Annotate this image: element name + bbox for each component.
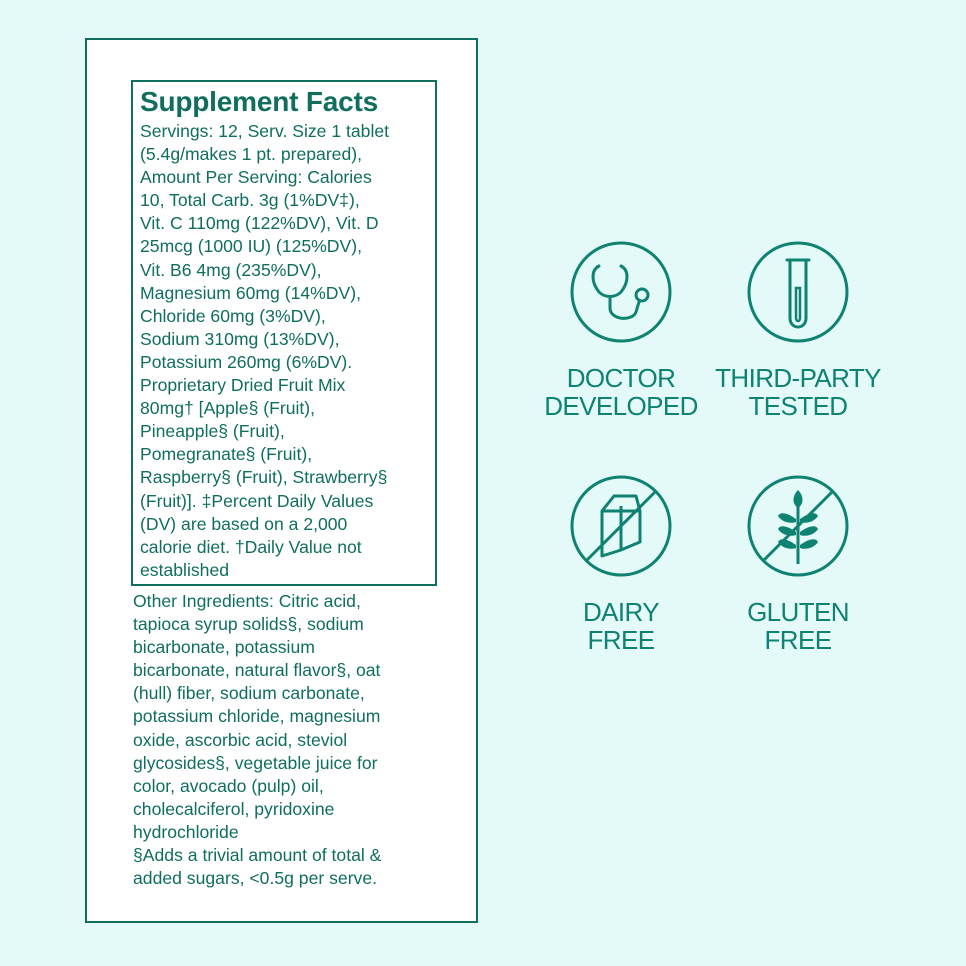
badge-line-1: DOCTOR: [566, 363, 676, 393]
ingredients-line: Other Ingredients: Citric acid,: [133, 591, 361, 611]
supplement-label-panel: [85, 38, 478, 923]
badge-line-1: GLUTEN: [747, 597, 849, 627]
facts-line: (DV) are based on a 2,000: [140, 513, 348, 534]
facts-line: calorie diet. †Daily Value not: [140, 536, 362, 557]
ingredients-line: potassium chloride, magnesium: [133, 706, 381, 727]
facts-line: Proprietary Dried Fruit Mix: [140, 375, 346, 396]
ingredients-line: cholecalciferol, pyridoxine: [133, 798, 335, 819]
no-wheat-icon: [746, 474, 850, 578]
doctor-developed-badge: [531, 240, 711, 420]
badge-line-2: FREE: [764, 625, 832, 655]
stethoscope-icon: [569, 240, 673, 344]
facts-line: Vit. B6 4mg (235%DV),: [140, 259, 322, 280]
facts-line: established: [140, 559, 230, 580]
ingredients-line: oxide, ascorbic acid, steviol: [133, 729, 348, 750]
badge-line-2: DEVELOPED: [544, 391, 698, 421]
supplement-facts-box: [131, 80, 437, 586]
badge-line-2: TESTED: [748, 391, 848, 421]
ingredients-line: §Adds a trivial amount of total &: [133, 845, 382, 866]
facts-line: 10, Total Carb. 3g (1%DV‡),: [140, 190, 360, 211]
facts-line: Pineapple§ (Fruit),: [140, 421, 285, 442]
badge-line-1: DAIRY: [583, 597, 659, 627]
ingredients-line: (hull) fiber, sodium carbonate,: [133, 683, 365, 704]
badge-line-2: FREE: [587, 625, 655, 655]
gluten-free-label: [708, 598, 888, 654]
facts-line: Magnesium 60mg (14%DV),: [140, 282, 361, 303]
gluten-free-badge: [708, 474, 888, 654]
facts-line: Servings: 12, Serv. Size 1 tablet: [140, 121, 390, 141]
facts-line: (Fruit)]. ‡Percent Daily Values: [140, 490, 374, 511]
ingredients-line: color, avocado (pulp) oil,: [133, 775, 324, 796]
ingredients-line: bicarbonate, potassium: [133, 637, 315, 658]
facts-line: Raspberry§ (Fruit), Strawberry§: [140, 467, 388, 488]
facts-line: Sodium 310mg (13%DV),: [140, 328, 340, 349]
facts-line: Amount Per Serving: Calories: [140, 167, 372, 188]
facts-line: 80mg† [Apple§ (Fruit),: [140, 398, 316, 419]
doctor-developed-label: [531, 364, 711, 420]
test-tube-icon: [746, 240, 850, 344]
facts-line: Potassium 260mg (6%DV).: [140, 351, 353, 372]
dairy-free-label: [531, 598, 711, 654]
ingredients-line: glycosides§, vegetable juice for: [133, 752, 378, 773]
ingredients-line: hydrochloride: [133, 821, 239, 842]
other-ingredients: [133, 590, 463, 890]
third-party-tested-label: [708, 364, 888, 420]
facts-line: (5.4g/makes 1 pt. prepared),: [140, 144, 362, 165]
ingredients-line: tapioca syrup solids§, sodium: [133, 614, 364, 635]
facts-line: Pomegranate§ (Fruit),: [140, 444, 313, 465]
facts-line: Vit. C 110mg (122%DV), Vit. D: [140, 213, 379, 234]
facts-line: 25mcg (1000 IU) (125%DV),: [140, 236, 362, 257]
facts-line: Chloride 60mg (3%DV),: [140, 305, 326, 326]
third-party-tested-badge: [708, 240, 888, 420]
supplement-facts-title: Supplement Facts: [140, 86, 378, 117]
dairy-free-badge: [531, 474, 711, 654]
ingredients-line: added sugars, <0.5g per serve.: [133, 868, 378, 889]
no-milk-carton-icon: [569, 474, 673, 578]
ingredients-line: bicarbonate, natural flavor§, oat: [133, 660, 381, 681]
badge-line-1: THIRD-PARTY: [715, 363, 881, 393]
